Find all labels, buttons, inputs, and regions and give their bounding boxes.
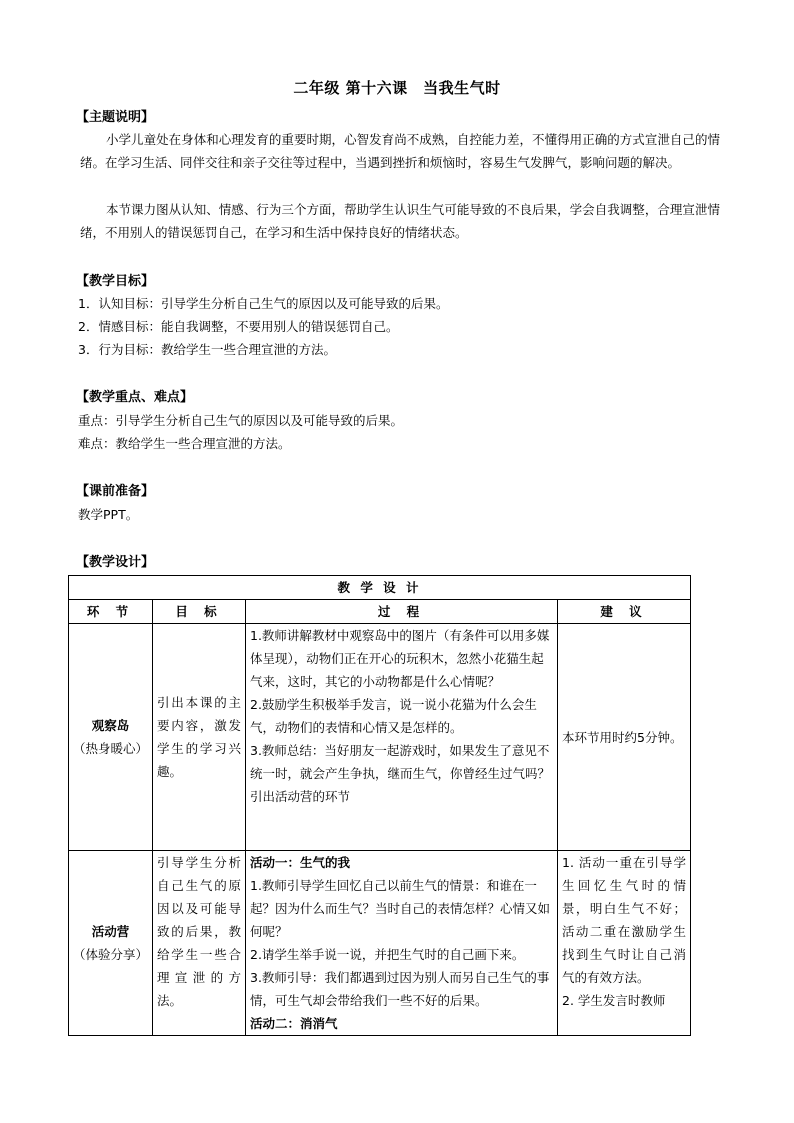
design-heading: 【教学设计】 (76, 555, 155, 570)
keypoints-heading: 【教学重点、难点】 (76, 390, 194, 405)
theme-paragraph-2: 本节课力图从认知、情感、行为三个方面，帮助学生认识生气可能导致的不良后果，学会自我调整，合理宣泄情绪，不用别人的错误惩罚自己，在学习和生活中保持良好的情绪状态。 (80, 202, 720, 240)
theme-heading: 【主题说明】 (76, 110, 155, 125)
objective-item: 2．情感目标：能自我调整，不要用别人的错误惩罚自己。 (78, 319, 399, 334)
table-row (69, 851, 691, 1036)
table-caption-row (69, 576, 691, 600)
objective-item: 3．行为目标：教给学生一些合理宣泄的方法。 (78, 342, 336, 357)
process-cell (246, 851, 558, 1036)
preparation-text: 教学PPT。 (78, 507, 139, 522)
header-process: 过 程 (246, 600, 558, 624)
table-header-row (69, 600, 691, 624)
goal-cell: 引出本课的主要内容，激发学生的学习兴趣。 (153, 624, 246, 851)
suggestion-item: 2. 学生发言时教师 (562, 993, 666, 1008)
keypoint-item: 难点：教给学生一些合理宣泄的方法。 (78, 436, 291, 451)
section-subtitle: （热身暖心） (73, 741, 149, 756)
preparation-heading: 【课前准备】 (76, 484, 155, 499)
objective-item: 1．认知目标：引导学生分析自己生气的原因以及可能导致的后果。 (78, 296, 449, 311)
process-cell (246, 624, 558, 851)
process-step: 3.教师引导：我们都遇到过因为别人而另自己生气的事情，可生气却会带给我们一些不好的后果。 (250, 970, 550, 1008)
activity-title: 活动二：消消气 (250, 1016, 338, 1031)
objectives-heading: 【教学目标】 (76, 274, 155, 289)
table-caption: 教 学 设 计 (69, 576, 691, 600)
process-step: 2.鼓励学生积极举手发言，说一说小花猫为什么会生气，动物们的表情和心情又是怎样的。 (250, 697, 537, 735)
header-suggestion: 建 议 (558, 600, 691, 624)
process-step: 2.请学生举手说一说，并把生气时的自己画下来。 (250, 947, 525, 962)
section-name: 观察岛 (91, 718, 130, 733)
section-name: 活动营 (91, 924, 130, 939)
suggestion-item: 1. 活动一重在引导学生回忆生气时的情景，明白生气不好；活动二重在激励学生找到生气时让自己消气的有效方法。 (562, 855, 686, 985)
section-cell (69, 851, 153, 1036)
process-step: 1.教师引导学生回忆自己以前生气的情景：和谁在一起？因为什么而生气？当时自己的表情怎样？心情又如何呢？ (250, 878, 551, 939)
header-goal: 目 标 (153, 600, 246, 624)
process-step: 引出活动营的环节 (250, 789, 351, 804)
keypoint-item: 重点：引导学生分析自己生气的原因以及可能导致的后果。 (78, 413, 404, 428)
page-title: 二年级 第十六课 当我生气时 (293, 79, 501, 97)
section-subtitle: （体验分享） (73, 947, 149, 962)
theme-paragraph-1: 小学儿童处在身体和心理发育的重要时期，心智发育尚不成熟，自控能力差，不懂得用正确的方式宣泄自己的情绪。在学习生活、同伴交往和亲子交往等过程中，当遇到挫折和烦恼时，容易生气发脾气，影响问题的解决。 (80, 132, 720, 170)
process-step: 3.教师总结：当好朋友一起游戏时，如果发生了意见不统一时，就会产生争执，继而生气，你曾经生过气吗？ (250, 743, 551, 781)
process-step: 1.教师讲解教材中观察岛中的图片（有条件可以用多媒体呈现），动物们正在开心的玩积木，忽然小花猫生起气来，这时，其它的小动物都是什么心情呢？ (250, 628, 550, 689)
goal-cell: 引导学生分析自己生气的原因以及可能导致的后果，教给学生一些合理宣泄的方法。 (153, 851, 246, 1036)
design-table (68, 575, 691, 1036)
header-section: 环 节 (69, 600, 153, 624)
table-row (69, 624, 691, 851)
suggestion-cell (558, 851, 691, 1036)
activity-title: 活动一：生气的我 (250, 855, 351, 870)
suggestion-cell: 本环节用时约5分钟。 (558, 624, 691, 851)
section-cell (69, 624, 153, 851)
